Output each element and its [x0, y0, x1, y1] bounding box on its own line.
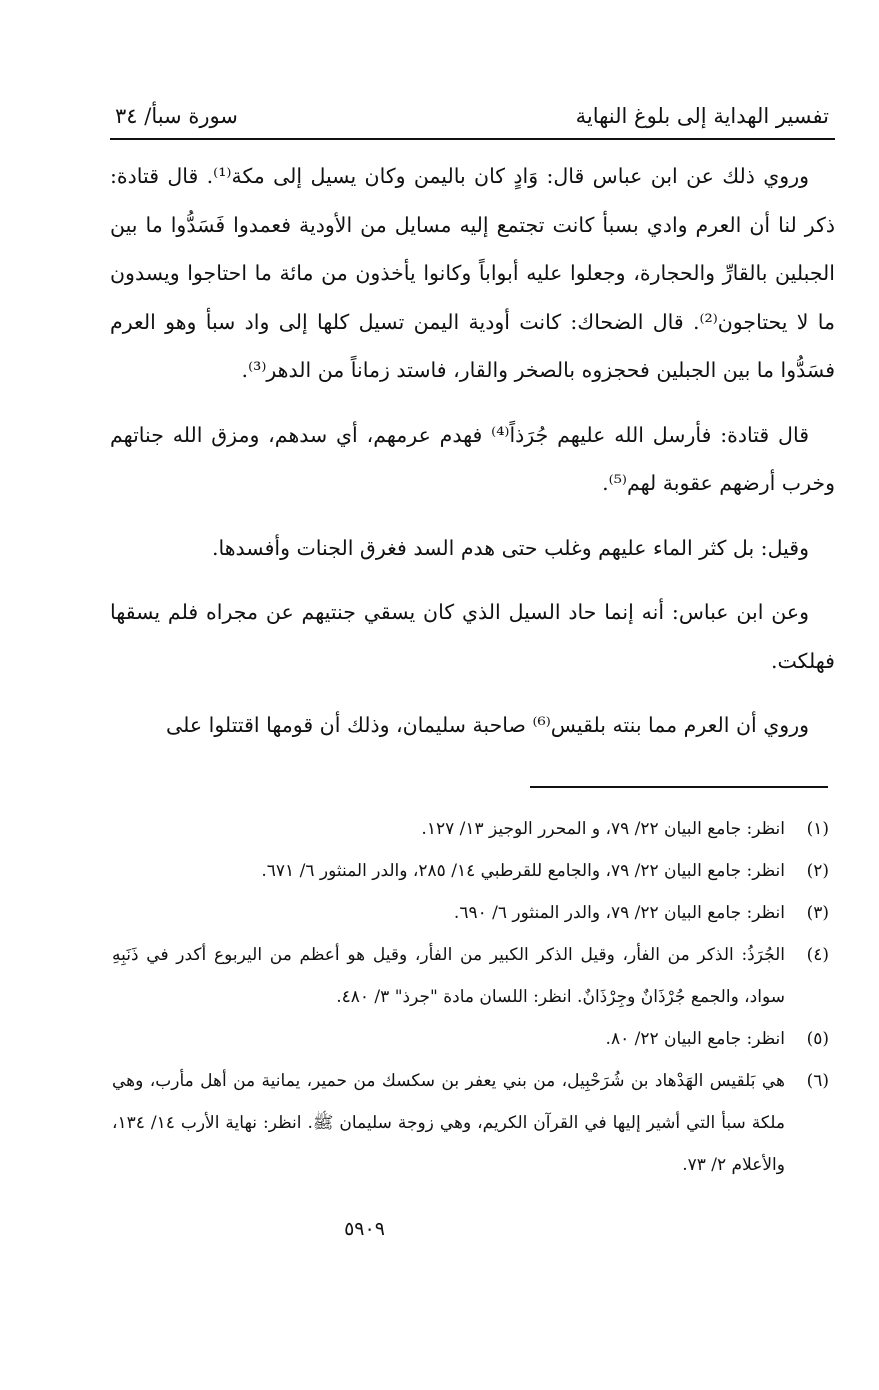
footnote-number: (٣) — [806, 903, 829, 923]
footnote-number: (١) — [806, 819, 829, 839]
footnotes — [112, 808, 829, 1186]
paragraph: وعن ابن عباس: أنه إنما حاد السيل الذي كان يسقي جنتيهم عن مجراه فلم يسقها فهلكت. — [110, 600, 835, 673]
footnote-text: انظر: جامع البيان ٢٢/ ٨٠. — [605, 1029, 785, 1049]
footnote — [112, 1018, 829, 1060]
footnote-number: (٢) — [806, 861, 829, 881]
running-header — [115, 88, 829, 128]
paragraph: وقيل: بل كثر الماء عليهم وغلب حتى هدم السد فغرق الجنات وأفسدها. — [211, 535, 809, 560]
main-text — [110, 152, 835, 766]
footnote — [112, 1060, 829, 1186]
footnote — [112, 892, 829, 934]
footnote-text: انظر: جامع البيان ٢٢/ ٧٩، والجامع للقرطبي ١٤/ ٢٨٥، والدر المنثور ٦/ ٦٧١. — [261, 861, 785, 881]
book-title: تفسير الهداية إلى بلوغ النهاية — [575, 104, 829, 128]
footnote-number: (٤) — [806, 945, 829, 965]
footnote — [112, 934, 829, 1018]
surah-label: سورة سبأ/ ٣٤ — [115, 104, 238, 128]
footnote-number: (٥) — [806, 1029, 829, 1049]
footnote — [112, 808, 829, 850]
footnote-text: انظر: جامع البيان ٢٢/ ٧٩، و المحرر الوجيز ١٣/ ١٢٧. — [421, 819, 785, 839]
header-rule — [110, 138, 835, 140]
footnote — [112, 850, 829, 892]
footnote-text: انظر: جامع البيان ٢٢/ ٧٩، والدر المنثور ٦/ ٦٩٠. — [453, 903, 785, 923]
page-number: ٥٩٠٩ — [344, 1218, 385, 1240]
footnote-separator — [530, 786, 828, 788]
paragraph: قال قتادة: فأرسل الله عليهم جُرَذاً⁽⁴⁾ فهدم عرمهم، أي سدهم، ومزق الله جناتهم وخرب أرضهم عقوبة لهم⁽⁵⁾. — [110, 422, 835, 495]
paragraph: وروي أن العرم مما بنته بلقيس⁽⁶⁾ صاحبة سليمان، وذلك أن قومها اقتتلوا على — [166, 713, 809, 737]
footnote-text: هي بَلقيس الهَدْهاد بن شُرَحْبِيل، من بني يعفر بن سكسك من حمير، يمانية من أهل مأرب، وهي ملكة سبأ التي أشير إليها في القرآن الكريم، وهي زوجة سليمان ﷺ. انظر: نهاية الأرب ١٤/ ١٣٤، والأعلام ٢/ ٧٣. — [112, 1071, 785, 1175]
paragraph: وروي ذلك عن ابن عباس قال: وَادٍ كان باليمن وكان يسيل إلى مكة⁽¹⁾. قال قتادة: ذكر لنا أن العرم وادي بسبأ كانت تجتمع إليه مسايل من الأودية فعمدوا فَسَدُّوا ما بين الجبلين بالقارِّ والحجارة، وجعلوا عليه أبواباً وكانوا يأخذون من مائة ما احتاجوا ويسدون ما لا يحتاجون⁽²⁾. قال الضحاك: كانت أودية اليمن تسيل كلها إلى واد سبأ وهو العرم فسَدُّوا ما بين الجبلين فحجزوه بالصخر والقار، فاستد زماناً من الدهر⁽³⁾. — [110, 164, 835, 382]
footnote-text: الجُرَذُ: الذكر من الفأر، وقيل الذكر الكبير من الفأر، وقيل هو أعظم من اليربوع أكدر في ذَنَبِهِ سواد، والجمع جُرْذَانٌ وجِرْذَانٌ. انظر: اللسان مادة "جرذ" ٣/ ٤٨٠. — [112, 945, 785, 1007]
footnote-number: (٦) — [806, 1071, 829, 1091]
